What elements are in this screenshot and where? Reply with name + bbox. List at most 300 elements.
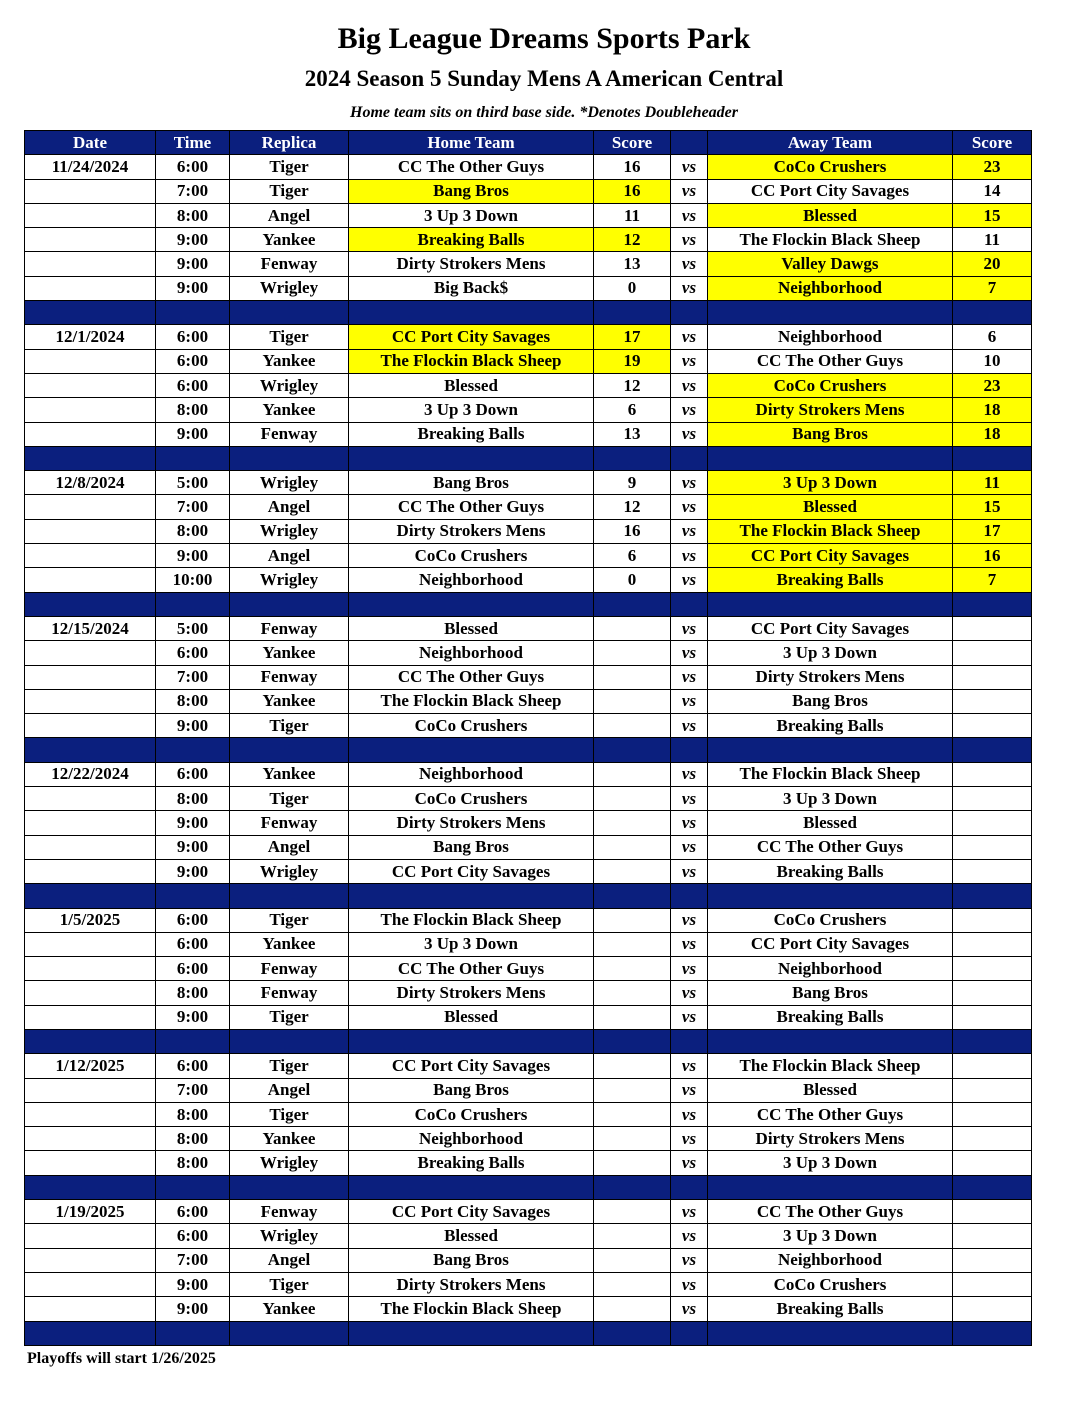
home-score-cell: 0 bbox=[594, 276, 671, 300]
replica-field-cell: Tiger bbox=[230, 714, 349, 738]
home-score-cell bbox=[594, 859, 671, 883]
away-score-cell: 7 bbox=[953, 276, 1032, 300]
date-cell bbox=[25, 1248, 156, 1272]
replica-field-cell: Tiger bbox=[230, 908, 349, 932]
home-score-cell: 6 bbox=[594, 544, 671, 568]
away-score-cell: 11 bbox=[953, 471, 1032, 495]
vs-cell: vs bbox=[671, 665, 708, 689]
separator-cell bbox=[156, 446, 230, 470]
time-cell: 9:00 bbox=[156, 714, 230, 738]
col-header-time: Time bbox=[156, 131, 230, 155]
date-cell bbox=[25, 179, 156, 203]
vs-cell: vs bbox=[671, 568, 708, 592]
game-row bbox=[25, 762, 1032, 786]
away-team-cell: 3 Up 3 Down bbox=[708, 787, 953, 811]
home-team-cell: Breaking Balls bbox=[349, 228, 594, 252]
separator-cell bbox=[953, 592, 1032, 616]
away-score-cell bbox=[953, 1297, 1032, 1321]
away-team-cell: Valley Dawgs bbox=[708, 252, 953, 276]
game-row bbox=[25, 1005, 1032, 1029]
vs-cell: vs bbox=[671, 811, 708, 835]
separator-cell bbox=[349, 1175, 594, 1199]
col-header-away-score: Score bbox=[953, 131, 1032, 155]
game-row bbox=[25, 1151, 1032, 1175]
time-cell: 8:00 bbox=[156, 203, 230, 227]
date-cell bbox=[25, 1272, 156, 1296]
date-cell bbox=[25, 252, 156, 276]
home-score-cell bbox=[594, 787, 671, 811]
home-team-cell: CC Port City Savages bbox=[349, 1054, 594, 1078]
separator-cell bbox=[25, 301, 156, 325]
home-team-cell: CC The Other Guys bbox=[349, 957, 594, 981]
time-cell: 6:00 bbox=[156, 932, 230, 956]
col-header-vs bbox=[671, 131, 708, 155]
game-row bbox=[25, 373, 1032, 397]
replica-field-cell: Wrigley bbox=[230, 1151, 349, 1175]
game-row bbox=[25, 398, 1032, 422]
week-separator-row bbox=[25, 592, 1032, 616]
away-team-cell: Blessed bbox=[708, 811, 953, 835]
replica-field-cell: Tiger bbox=[230, 1054, 349, 1078]
away-team-cell: 3 Up 3 Down bbox=[708, 1224, 953, 1248]
home-team-cell: The Flockin Black Sheep bbox=[349, 349, 594, 373]
schedule-table bbox=[24, 130, 1032, 1346]
away-score-cell: 6 bbox=[953, 325, 1032, 349]
separator-cell bbox=[349, 592, 594, 616]
away-score-cell bbox=[953, 616, 1032, 640]
date-cell bbox=[25, 1224, 156, 1248]
away-score-cell: 17 bbox=[953, 519, 1032, 543]
separator-cell bbox=[953, 446, 1032, 470]
game-row bbox=[25, 811, 1032, 835]
away-team-cell: CoCo Crushers bbox=[708, 373, 953, 397]
vs-cell: vs bbox=[671, 422, 708, 446]
home-team-cell: Dirty Strokers Mens bbox=[349, 1272, 594, 1296]
away-score-cell bbox=[953, 908, 1032, 932]
date-cell bbox=[25, 568, 156, 592]
away-score-cell: 10 bbox=[953, 349, 1032, 373]
replica-field-cell: Angel bbox=[230, 1248, 349, 1272]
time-cell: 9:00 bbox=[156, 544, 230, 568]
vs-cell: vs bbox=[671, 1200, 708, 1224]
separator-cell bbox=[25, 592, 156, 616]
separator-cell bbox=[349, 738, 594, 762]
replica-field-cell: Tiger bbox=[230, 1272, 349, 1296]
home-team-cell: CoCo Crushers bbox=[349, 1102, 594, 1126]
vs-cell: vs bbox=[671, 373, 708, 397]
separator-cell bbox=[594, 1029, 671, 1053]
home-score-cell: 0 bbox=[594, 568, 671, 592]
date-cell bbox=[25, 1151, 156, 1175]
away-score-cell: 7 bbox=[953, 568, 1032, 592]
separator-cell bbox=[349, 301, 594, 325]
replica-field-cell: Yankee bbox=[230, 641, 349, 665]
away-team-cell: The Flockin Black Sheep bbox=[708, 519, 953, 543]
vs-cell: vs bbox=[671, 981, 708, 1005]
separator-cell bbox=[953, 1175, 1032, 1199]
date-cell bbox=[25, 689, 156, 713]
time-cell: 7:00 bbox=[156, 179, 230, 203]
time-cell: 6:00 bbox=[156, 155, 230, 179]
game-row bbox=[25, 422, 1032, 446]
time-cell: 6:00 bbox=[156, 349, 230, 373]
home-team-cell: Blessed bbox=[349, 616, 594, 640]
home-score-cell bbox=[594, 1005, 671, 1029]
date-cell bbox=[25, 811, 156, 835]
separator-cell bbox=[25, 884, 156, 908]
separator-cell bbox=[594, 738, 671, 762]
vs-cell: vs bbox=[671, 1151, 708, 1175]
home-score-cell bbox=[594, 957, 671, 981]
separator-cell bbox=[671, 592, 708, 616]
vs-cell: vs bbox=[671, 1248, 708, 1272]
separator-cell bbox=[25, 446, 156, 470]
separator-cell bbox=[671, 884, 708, 908]
away-team-cell: Blessed bbox=[708, 1078, 953, 1102]
away-score-cell bbox=[953, 1102, 1032, 1126]
time-cell: 6:00 bbox=[156, 762, 230, 786]
game-row bbox=[25, 1054, 1032, 1078]
away-score-cell: 15 bbox=[953, 495, 1032, 519]
vs-cell: vs bbox=[671, 641, 708, 665]
date-cell bbox=[25, 932, 156, 956]
vs-cell: vs bbox=[671, 1005, 708, 1029]
time-cell: 9:00 bbox=[156, 835, 230, 859]
time-cell: 9:00 bbox=[156, 859, 230, 883]
vs-cell: vs bbox=[671, 689, 708, 713]
home-score-cell: 13 bbox=[594, 422, 671, 446]
away-team-cell: Neighborhood bbox=[708, 325, 953, 349]
date-cell: 1/12/2025 bbox=[25, 1054, 156, 1078]
vs-cell: vs bbox=[671, 1224, 708, 1248]
col-header-date: Date bbox=[25, 131, 156, 155]
away-team-cell: CoCo Crushers bbox=[708, 908, 953, 932]
week-separator-row bbox=[25, 1029, 1032, 1053]
vs-cell: vs bbox=[671, 349, 708, 373]
separator-cell bbox=[156, 884, 230, 908]
away-score-cell: 14 bbox=[953, 179, 1032, 203]
replica-field-cell: Wrigley bbox=[230, 859, 349, 883]
home-score-cell bbox=[594, 1127, 671, 1151]
time-cell: 9:00 bbox=[156, 276, 230, 300]
away-team-cell: CC Port City Savages bbox=[708, 544, 953, 568]
vs-cell: vs bbox=[671, 1102, 708, 1126]
home-score-cell bbox=[594, 1102, 671, 1126]
home-score-cell bbox=[594, 689, 671, 713]
date-cell bbox=[25, 1078, 156, 1102]
separator-cell bbox=[349, 1029, 594, 1053]
vs-cell: vs bbox=[671, 714, 708, 738]
game-row bbox=[25, 495, 1032, 519]
home-team-cell: Bang Bros bbox=[349, 1078, 594, 1102]
replica-field-cell: Wrigley bbox=[230, 519, 349, 543]
separator-cell bbox=[230, 884, 349, 908]
vs-cell: vs bbox=[671, 787, 708, 811]
away-score-cell bbox=[953, 1224, 1032, 1248]
separator-cell bbox=[230, 446, 349, 470]
date-cell bbox=[25, 495, 156, 519]
vs-cell: vs bbox=[671, 859, 708, 883]
time-cell: 6:00 bbox=[156, 908, 230, 932]
away-score-cell: 16 bbox=[953, 544, 1032, 568]
home-score-cell bbox=[594, 641, 671, 665]
time-cell: 8:00 bbox=[156, 1127, 230, 1151]
away-team-cell: Breaking Balls bbox=[708, 1005, 953, 1029]
game-row bbox=[25, 252, 1032, 276]
game-row bbox=[25, 1078, 1032, 1102]
separator-cell bbox=[708, 592, 953, 616]
week-separator-row bbox=[25, 301, 1032, 325]
game-row bbox=[25, 276, 1032, 300]
date-cell bbox=[25, 1127, 156, 1151]
home-score-cell bbox=[594, 1248, 671, 1272]
time-cell: 6:00 bbox=[156, 1200, 230, 1224]
home-team-cell: CoCo Crushers bbox=[349, 544, 594, 568]
away-team-cell: Breaking Balls bbox=[708, 714, 953, 738]
time-cell: 9:00 bbox=[156, 1272, 230, 1296]
replica-field-cell: Fenway bbox=[230, 811, 349, 835]
home-team-cell: Dirty Strokers Mens bbox=[349, 252, 594, 276]
time-cell: 7:00 bbox=[156, 495, 230, 519]
time-cell: 6:00 bbox=[156, 957, 230, 981]
col-header-away-team: Away Team bbox=[708, 131, 953, 155]
vs-cell: vs bbox=[671, 1272, 708, 1296]
home-team-cell: Blessed bbox=[349, 1224, 594, 1248]
away-team-cell: CC The Other Guys bbox=[708, 1102, 953, 1126]
away-team-cell: Blessed bbox=[708, 203, 953, 227]
vs-cell: vs bbox=[671, 325, 708, 349]
game-row bbox=[25, 1297, 1032, 1321]
replica-field-cell: Tiger bbox=[230, 1102, 349, 1126]
date-cell bbox=[25, 203, 156, 227]
time-cell: 7:00 bbox=[156, 1248, 230, 1272]
home-team-cell: CC The Other Guys bbox=[349, 665, 594, 689]
col-header-home-team: Home Team bbox=[349, 131, 594, 155]
home-score-cell: 12 bbox=[594, 373, 671, 397]
date-cell bbox=[25, 398, 156, 422]
time-cell: 9:00 bbox=[156, 252, 230, 276]
away-score-cell bbox=[953, 762, 1032, 786]
home-team-cell: CC Port City Savages bbox=[349, 859, 594, 883]
away-score-cell: 23 bbox=[953, 155, 1032, 179]
home-team-cell: Dirty Strokers Mens bbox=[349, 981, 594, 1005]
away-team-cell: The Flockin Black Sheep bbox=[708, 762, 953, 786]
away-score-cell bbox=[953, 1078, 1032, 1102]
away-team-cell: Bang Bros bbox=[708, 422, 953, 446]
replica-field-cell: Yankee bbox=[230, 349, 349, 373]
vs-cell: vs bbox=[671, 519, 708, 543]
game-row bbox=[25, 908, 1032, 932]
separator-cell bbox=[230, 1029, 349, 1053]
replica-field-cell: Fenway bbox=[230, 1200, 349, 1224]
time-cell: 8:00 bbox=[156, 398, 230, 422]
separator-cell bbox=[25, 1029, 156, 1053]
date-cell bbox=[25, 1102, 156, 1126]
game-row bbox=[25, 859, 1032, 883]
away-team-cell: Blessed bbox=[708, 495, 953, 519]
time-cell: 9:00 bbox=[156, 811, 230, 835]
separator-cell bbox=[671, 1321, 708, 1345]
date-cell bbox=[25, 519, 156, 543]
time-cell: 7:00 bbox=[156, 1078, 230, 1102]
home-team-cell: Bang Bros bbox=[349, 1248, 594, 1272]
separator-cell bbox=[708, 1029, 953, 1053]
time-cell: 6:00 bbox=[156, 1054, 230, 1078]
time-cell: 9:00 bbox=[156, 1005, 230, 1029]
home-team-cell: Breaking Balls bbox=[349, 422, 594, 446]
replica-field-cell: Yankee bbox=[230, 1127, 349, 1151]
replica-field-cell: Tiger bbox=[230, 787, 349, 811]
away-score-cell: 11 bbox=[953, 228, 1032, 252]
time-cell: 8:00 bbox=[156, 787, 230, 811]
replica-field-cell: Wrigley bbox=[230, 276, 349, 300]
time-cell: 9:00 bbox=[156, 1297, 230, 1321]
home-score-cell bbox=[594, 1200, 671, 1224]
away-team-cell: The Flockin Black Sheep bbox=[708, 1054, 953, 1078]
away-team-cell: CC Port City Savages bbox=[708, 616, 953, 640]
separator-cell bbox=[230, 592, 349, 616]
home-team-cell: Big Back$ bbox=[349, 276, 594, 300]
home-score-cell bbox=[594, 1151, 671, 1175]
away-team-cell: 3 Up 3 Down bbox=[708, 1151, 953, 1175]
away-team-cell: The Flockin Black Sheep bbox=[708, 228, 953, 252]
home-score-cell bbox=[594, 1272, 671, 1296]
vs-cell: vs bbox=[671, 1297, 708, 1321]
date-cell bbox=[25, 1005, 156, 1029]
separator-cell bbox=[708, 738, 953, 762]
date-cell: 1/19/2025 bbox=[25, 1200, 156, 1224]
vs-cell: vs bbox=[671, 179, 708, 203]
schedule-body bbox=[25, 155, 1032, 1346]
replica-field-cell: Yankee bbox=[230, 689, 349, 713]
away-score-cell bbox=[953, 665, 1032, 689]
home-team-cell: Breaking Balls bbox=[349, 1151, 594, 1175]
vs-cell: vs bbox=[671, 1054, 708, 1078]
game-row bbox=[25, 471, 1032, 495]
away-team-cell: CC The Other Guys bbox=[708, 835, 953, 859]
away-score-cell bbox=[953, 1005, 1032, 1029]
date-cell bbox=[25, 835, 156, 859]
away-score-cell bbox=[953, 835, 1032, 859]
away-score-cell bbox=[953, 957, 1032, 981]
separator-cell bbox=[708, 301, 953, 325]
game-row bbox=[25, 981, 1032, 1005]
replica-field-cell: Fenway bbox=[230, 252, 349, 276]
home-team-cell: Bang Bros bbox=[349, 471, 594, 495]
replica-field-cell: Angel bbox=[230, 1078, 349, 1102]
away-score-cell: 18 bbox=[953, 422, 1032, 446]
date-cell bbox=[25, 276, 156, 300]
page-title: Big League Dreams Sports Park bbox=[337, 22, 751, 55]
game-row bbox=[25, 1200, 1032, 1224]
schedule-note: Home team sits on third base side. *Denotes Doubleheader bbox=[350, 104, 738, 121]
away-team-cell: CC Port City Savages bbox=[708, 179, 953, 203]
replica-field-cell: Angel bbox=[230, 203, 349, 227]
vs-cell: vs bbox=[671, 155, 708, 179]
game-row bbox=[25, 228, 1032, 252]
home-score-cell: 17 bbox=[594, 325, 671, 349]
date-cell bbox=[25, 228, 156, 252]
replica-field-cell: Yankee bbox=[230, 398, 349, 422]
game-row bbox=[25, 689, 1032, 713]
separator-cell bbox=[349, 446, 594, 470]
separator-cell bbox=[349, 884, 594, 908]
game-row bbox=[25, 325, 1032, 349]
replica-field-cell: Angel bbox=[230, 495, 349, 519]
home-score-cell: 16 bbox=[594, 155, 671, 179]
away-team-cell: CC The Other Guys bbox=[708, 1200, 953, 1224]
replica-field-cell: Angel bbox=[230, 835, 349, 859]
separator-cell bbox=[953, 301, 1032, 325]
home-team-cell: CoCo Crushers bbox=[349, 714, 594, 738]
home-score-cell: 12 bbox=[594, 495, 671, 519]
separator-cell bbox=[230, 301, 349, 325]
separator-cell bbox=[230, 1175, 349, 1199]
away-score-cell: 20 bbox=[953, 252, 1032, 276]
vs-cell: vs bbox=[671, 1078, 708, 1102]
separator-cell bbox=[708, 1175, 953, 1199]
home-team-cell: 3 Up 3 Down bbox=[349, 203, 594, 227]
home-score-cell bbox=[594, 932, 671, 956]
time-cell: 9:00 bbox=[156, 228, 230, 252]
home-score-cell bbox=[594, 1078, 671, 1102]
game-row bbox=[25, 932, 1032, 956]
time-cell: 6:00 bbox=[156, 641, 230, 665]
away-team-cell: Bang Bros bbox=[708, 981, 953, 1005]
vs-cell: vs bbox=[671, 908, 708, 932]
home-score-cell: 19 bbox=[594, 349, 671, 373]
separator-cell bbox=[671, 1175, 708, 1199]
away-score-cell: 15 bbox=[953, 203, 1032, 227]
home-score-cell bbox=[594, 835, 671, 859]
home-team-cell: The Flockin Black Sheep bbox=[349, 689, 594, 713]
vs-cell: vs bbox=[671, 544, 708, 568]
date-cell: 1/5/2025 bbox=[25, 908, 156, 932]
time-cell: 8:00 bbox=[156, 981, 230, 1005]
game-row bbox=[25, 665, 1032, 689]
home-score-cell bbox=[594, 908, 671, 932]
away-team-cell: CC The Other Guys bbox=[708, 349, 953, 373]
time-cell: 10:00 bbox=[156, 568, 230, 592]
replica-field-cell: Fenway bbox=[230, 616, 349, 640]
week-separator-row bbox=[25, 738, 1032, 762]
separator-cell bbox=[594, 592, 671, 616]
separator-cell bbox=[25, 738, 156, 762]
separator-cell bbox=[230, 1321, 349, 1345]
replica-field-cell: Angel bbox=[230, 544, 349, 568]
home-score-cell: 11 bbox=[594, 203, 671, 227]
separator-cell bbox=[708, 884, 953, 908]
week-separator-row bbox=[25, 446, 1032, 470]
home-score-cell: 16 bbox=[594, 519, 671, 543]
home-score-cell: 13 bbox=[594, 252, 671, 276]
game-row bbox=[25, 835, 1032, 859]
vs-cell: vs bbox=[671, 762, 708, 786]
away-score-cell bbox=[953, 1127, 1032, 1151]
away-team-cell: CC Port City Savages bbox=[708, 932, 953, 956]
game-row bbox=[25, 203, 1032, 227]
playoffs-note: Playoffs will start 1/26/2025 bbox=[27, 1350, 216, 1367]
vs-cell: vs bbox=[671, 495, 708, 519]
vs-cell: vs bbox=[671, 932, 708, 956]
separator-cell bbox=[671, 301, 708, 325]
separator-cell bbox=[349, 1321, 594, 1345]
col-header-replica: Replica bbox=[230, 131, 349, 155]
home-score-cell bbox=[594, 1054, 671, 1078]
away-team-cell: Dirty Strokers Mens bbox=[708, 665, 953, 689]
home-team-cell: Blessed bbox=[349, 1005, 594, 1029]
home-score-cell bbox=[594, 616, 671, 640]
